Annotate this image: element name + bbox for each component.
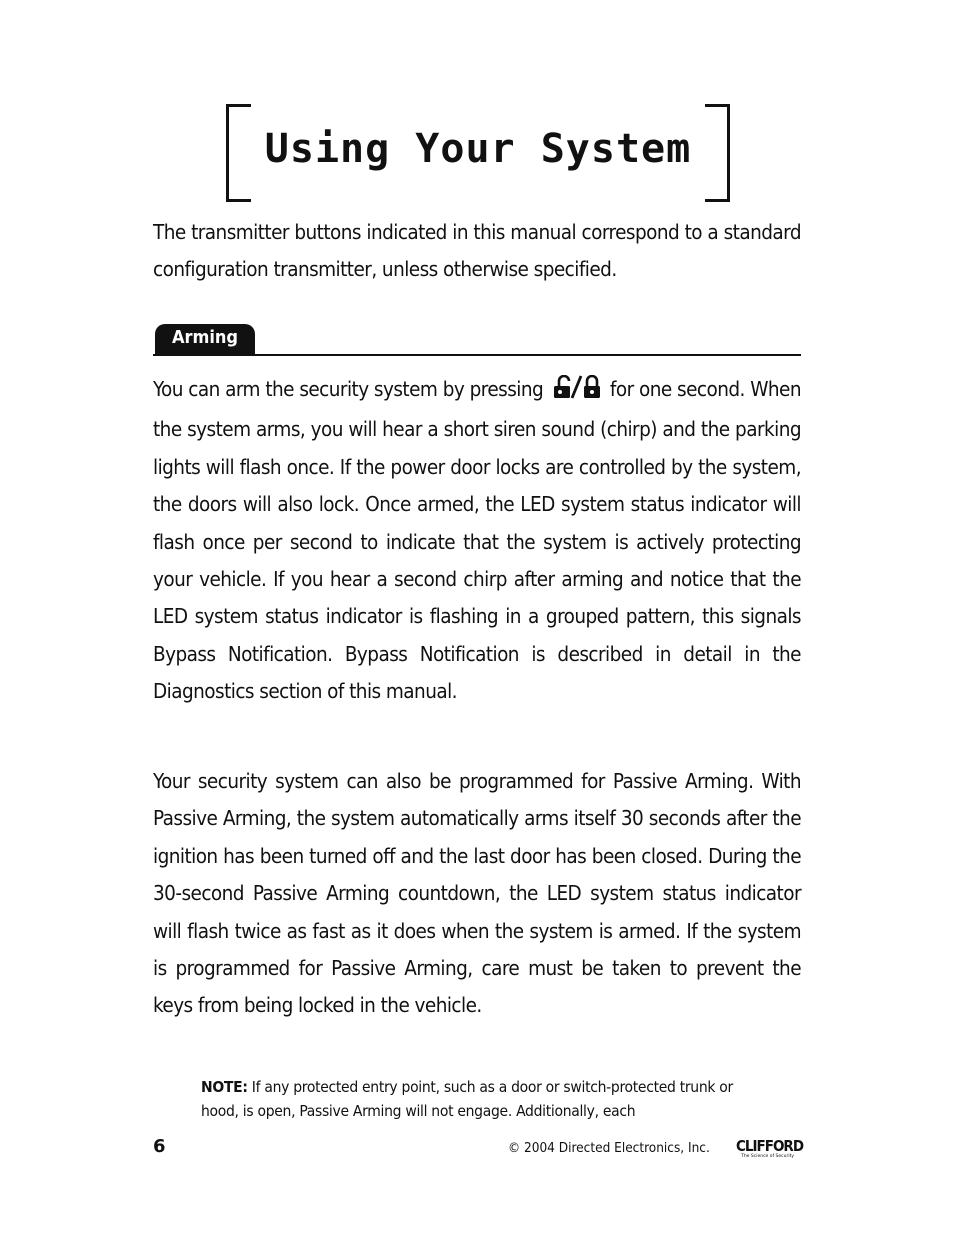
title-frame bbox=[226, 104, 730, 198]
page-title: Using Your System bbox=[264, 126, 692, 172]
copyright-notice: © 2004 Directed Electronics, Inc. bbox=[508, 1140, 710, 1156]
note-text: If any protected entry point, such as a door or switch-protected trunk or hood, is open, Passive Arming will not engage. Additionally, each bbox=[201, 1078, 733, 1120]
section-header bbox=[153, 322, 801, 356]
note-block bbox=[201, 1075, 761, 1123]
page-number: 6 bbox=[153, 1136, 166, 1157]
arming-para1-rest: for one second. When the system arms, you will hear a short siren sound (chirp) and the parking lights will flash once. If the power door locks are controlled by the system, the doors will also lock. Once armed, the LED system status indicator will flash once per second to indicate that the system is actively protecting your vehicle. If you hear a second chirp after arming and notice that the LED system status indicator is flashing in a grouped pattern, this signals Bypass Notification. Bypass Notification is described in detail in the Diagnostics section of this manual. bbox=[153, 377, 801, 704]
clifford-logo bbox=[736, 1138, 802, 1160]
arming-para1-lead: You can arm the security system by pressing bbox=[153, 377, 544, 401]
arming-paragraph-2: Your security system can also be programmed for Passive Arming. With Passive Arming, the system automatically arms itself 30 seconds after the ignition has been turned off and the last door has been closed. During the 30-second Passive Arming countdown, the LED system status indicator will flash twice as fast as it does when the system is armed. If the system is programmed for Passive Arming, care must be taken to prevent the keys from being locked in the vehicle. bbox=[153, 769, 801, 1018]
section-tab-arming: Arming bbox=[155, 324, 255, 354]
intro-paragraph: The transmitter buttons indicated in this manual correspond to a standard configuration transmitter, unless otherwise specified. bbox=[153, 220, 801, 282]
logo-name: CLIFFORD bbox=[736, 1137, 804, 1155]
right-bracket bbox=[705, 104, 730, 202]
unlock-lock-icon bbox=[552, 374, 602, 411]
logo-tagline: The Science of Security bbox=[741, 1154, 794, 1159]
note-label: NOTE: bbox=[201, 1078, 248, 1096]
arming-paragraph-1 bbox=[153, 371, 801, 711]
